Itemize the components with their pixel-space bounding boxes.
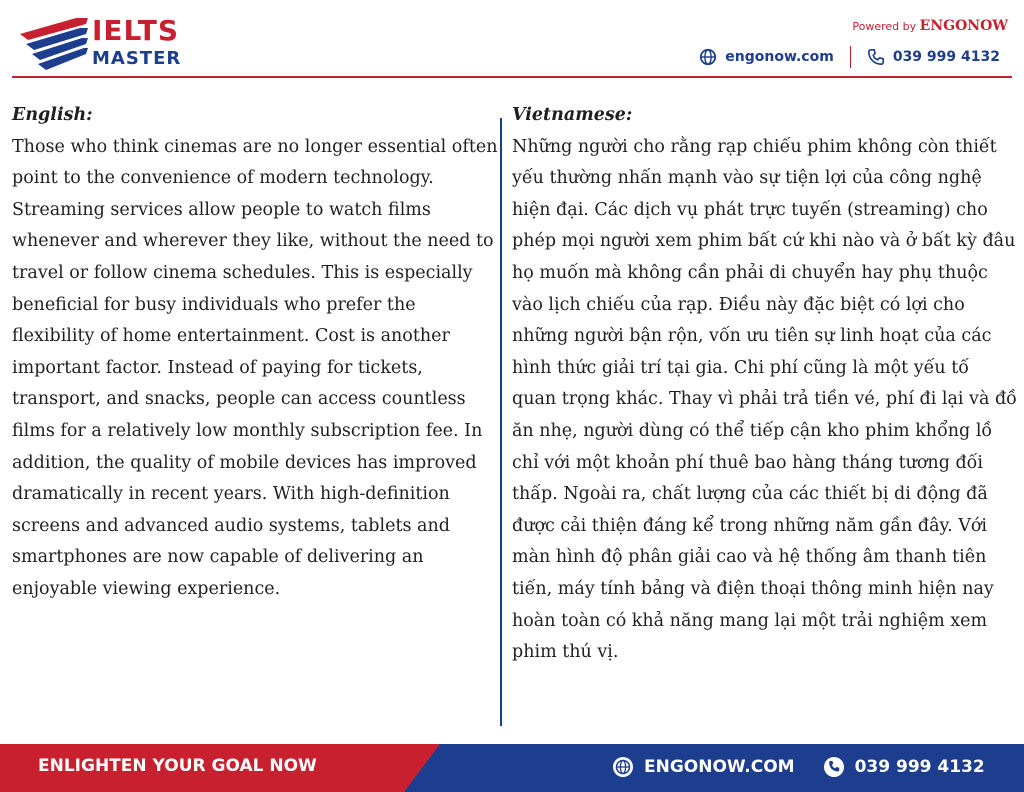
globe-icon (699, 48, 717, 66)
header-phone[interactable]: 039 999 4132 (892, 49, 1000, 65)
logo-line-1: IELTS (92, 14, 180, 47)
vietnamese-heading: Vietnamese: (512, 105, 633, 125)
logo-line-2: MASTER (92, 48, 182, 69)
footer-slogan: ENLIGHTEN YOUR GOAL NOW (38, 756, 317, 776)
vietnamese-body: Những người cho rằng rạp chiếu phim không còn thiết yếu thường nhấn mạnh vào sự tiện lợi của công nghệ hiện đại. Các dịch vụ phát trực tuyến (streaming) cho phép mọi người xem phim bất cứ khi nào và ở bất kỳ đâu họ muốn mà không cần phải di chuyển hay phụ thuộc vào lịch chiếu của rạp. Điều này đặc biệt có lợi cho những người bận rộn, vốn ưu tiên sự linh hoạt của các hình thức giải trí tại gia. Chi phí cũng là một yếu tố quan trọng khác. Thay vì phải trả tiền vé, phí đi lại và đồ ăn nhẹ, người dùng có thể tiếp cận kho phim khổng lồ chỉ với một khoản phí thuê bao hàng tháng tương đối thấp. Ngoài ra, chất lượng của các thiết bị di động đã được cải thiện đáng kể trong những năm gần đây. Với màn hình độ phân giải cao và hệ thống âm thanh tiên tiến, máy tính bảng và điện thoại thông minh hiện nay hoàn toàn có khả năng mang lại một trải nghiệm xem phim thú vị. (512, 136, 1017, 663)
vietnamese-column (512, 100, 1018, 669)
phone-icon (823, 756, 845, 778)
footer (0, 744, 1024, 792)
header (0, 0, 1024, 80)
header-contact (699, 46, 1000, 68)
phone-icon (867, 48, 885, 66)
english-heading: English: (12, 105, 93, 125)
header-website-link[interactable]: engonow.com (725, 49, 834, 65)
footer-contact (612, 756, 985, 778)
header-divider (12, 76, 1012, 78)
powered-by (852, 18, 1008, 34)
contact-separator (850, 46, 851, 68)
powered-prefix: Powered by (852, 20, 920, 33)
footer-website-link[interactable]: ENGONOW.COM (644, 757, 795, 777)
powered-brand: ENGONOW (919, 18, 1008, 34)
column-divider (500, 118, 502, 726)
footer-phone[interactable]: 039 999 4132 (854, 757, 985, 777)
english-column (12, 100, 500, 606)
globe-icon (612, 756, 634, 778)
english-body: Those who think cinemas are no longer essential often point to the convenience of modern technology. Streaming services allow people to watch films whenever and wherever they like, without the need to travel or follow cinema schedules. This is especially beneficial for busy individuals who prefer the flexibility of home entertainment. Cost is another important factor. Instead of paying for tickets, transport, and snacks, people can access countless films for a relatively low monthly subscription fee. In addition, the quality of mobile devices has improved dramatically in recent years. With high-definition screens and advanced audio systems, tablets and smartphones are now capable of delivering an enjoyable viewing experience. (12, 136, 498, 599)
